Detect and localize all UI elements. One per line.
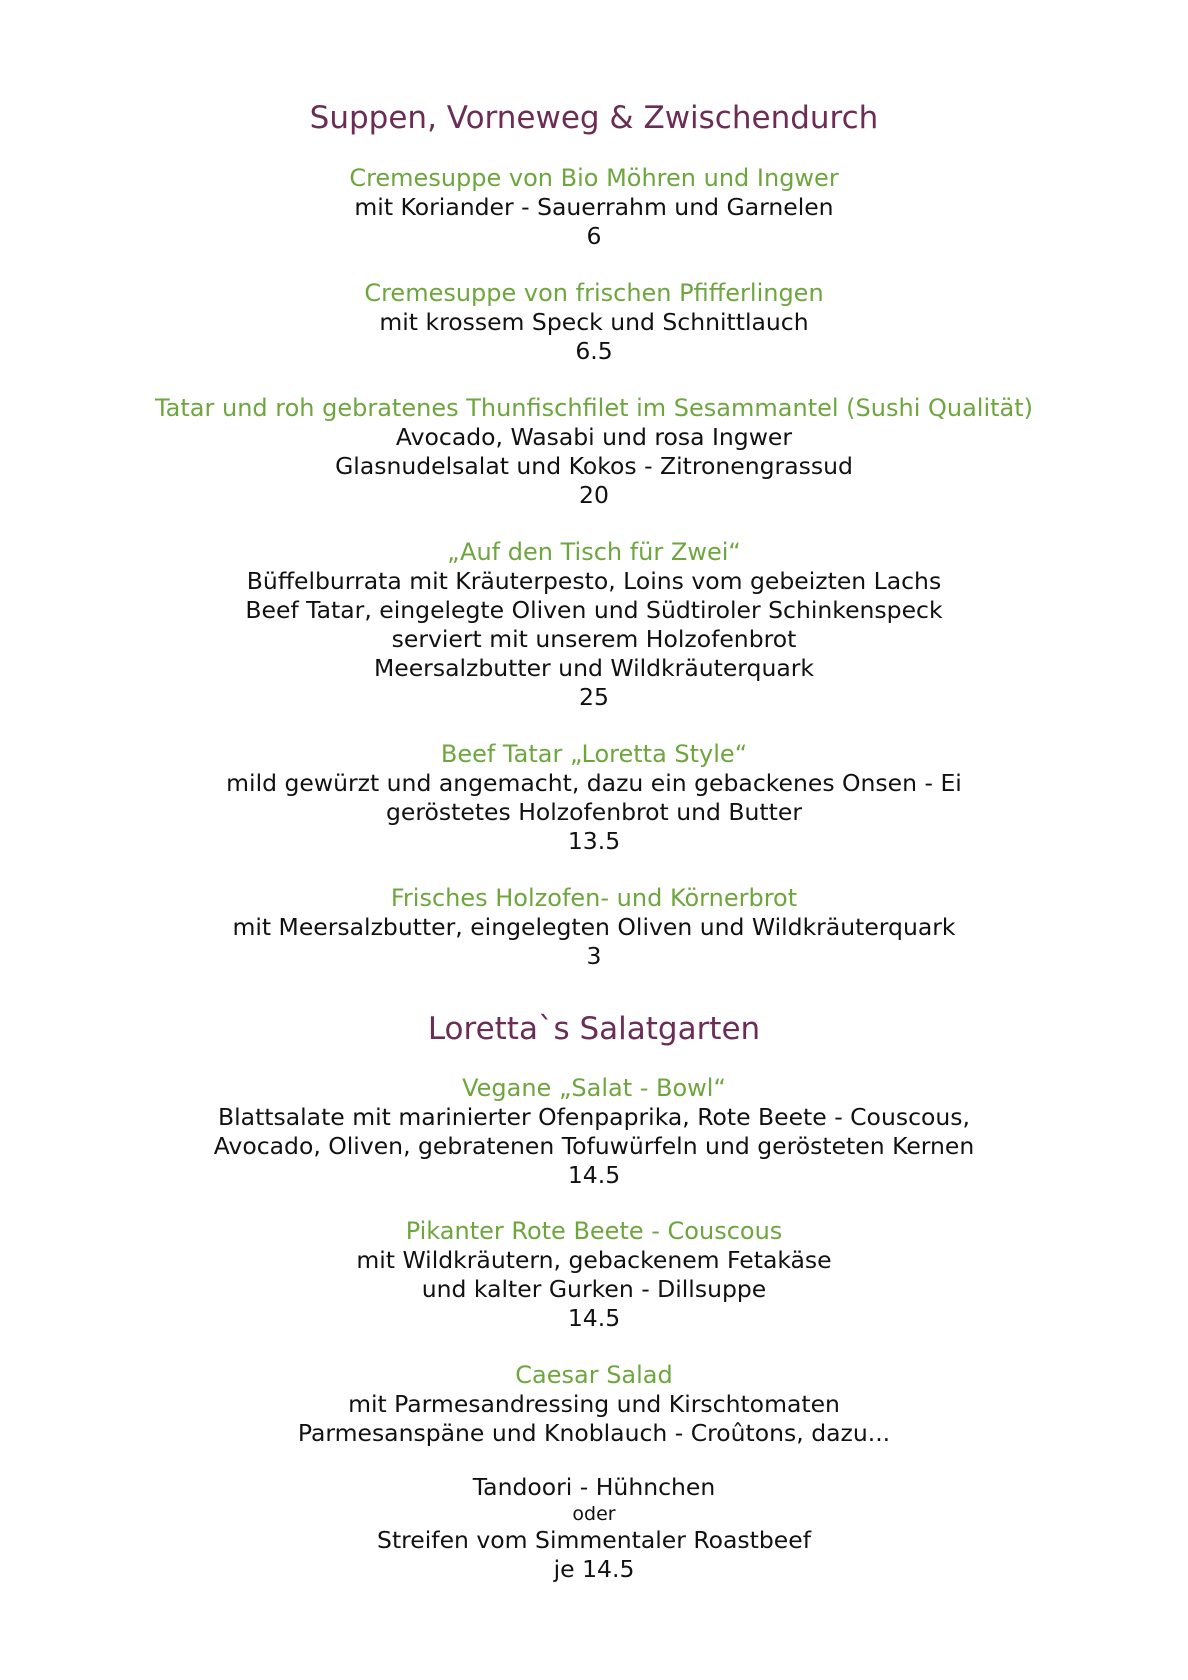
item-price: 20 [579,481,609,509]
menu-item-caesar-salad [0,1361,1188,1448]
item-title: Frisches Holzofen- und Körnerbrot [390,884,798,912]
item-description: mit Wildkräutern, gebackenem Fetakäse [356,1246,832,1274]
item-title: „Auf den Tisch für Zwei“ [447,538,741,566]
menu-item-pfifferling-suppe [0,279,1188,366]
item-title: Caesar Salad [515,1361,673,1389]
caesar-salad-addons [0,1473,1188,1584]
item-title: Cremesuppe von frischen Pfifferlingen [364,279,824,307]
menu-item-salat-bowl [0,1074,1188,1190]
addon-option-chicken: Tandoori - Hühnchen [472,1473,716,1501]
item-description: Glasnudelsalat und Kokos - Zitronengrassud [335,452,853,480]
item-price: 6.5 [575,337,613,365]
item-price: 25 [579,683,609,711]
item-price: 3 [586,942,602,970]
menu-item-beef-tatar [0,740,1188,856]
addon-or-label: oder [572,1503,616,1525]
item-description: serviert mit unserem Holzofenbrot [391,625,797,653]
item-description: mit Parmesandressing und Kirschtomaten [348,1390,840,1418]
menu-item-moehren-suppe [0,164,1188,251]
item-description: Avocado, Wasabi und rosa Ingwer [395,423,793,451]
item-description: und kalter Gurken - Dillsuppe [421,1275,767,1303]
menu-item-rote-beete-couscous [0,1217,1188,1333]
addon-price: je 14.5 [553,1555,635,1583]
item-price: 14.5 [567,1161,621,1189]
item-title: Pikanter Rote Beete - Couscous [405,1217,783,1245]
item-description: mit Koriander - Sauerrahm und Garnelen [354,193,834,221]
item-description: Avocado, Oliven, gebratenen Tofuwürfeln und gerösteten Kernen [213,1132,975,1160]
section-title-salatgarten: Loretta`s Salatgarten [427,1011,761,1047]
menu-item-thunfisch-tatar [0,394,1188,510]
item-price: 13.5 [567,827,621,855]
item-title: Vegane „Salat - Bowl“ [462,1074,726,1102]
item-title: Cremesuppe von Bio Möhren und Ingwer [349,164,839,192]
item-price: 14.5 [567,1304,621,1332]
item-description: Beef Tatar, eingelegte Oliven und Südtiroler Schinkenspeck [245,596,943,624]
item-description: Blattsalate mit marinierter Ofenpaprika, Rote Beete - Couscous, [218,1103,970,1131]
item-description: Parmesanspäne und Knoblauch - Croûtons, dazu... [297,1419,891,1447]
item-title: Tatar und roh gebratenes Thunfischfilet im Sesammantel (Sushi Qualität) [154,394,1034,422]
menu-item-tisch-fuer-zwei [0,538,1188,712]
item-title: Beef Tatar „Loretta Style“ [440,740,748,768]
item-description: mit Meersalzbutter, eingelegten Oliven und Wildkräuterquark [232,913,956,941]
item-description: geröstetes Holzofenbrot und Butter [386,798,802,826]
item-description: mit krossem Speck und Schnittlauch [379,308,809,336]
addon-option-roastbeef: Streifen vom Simmentaler Roastbeef [377,1526,811,1554]
item-description: mild gewürzt und angemacht, dazu ein gebackenes Onsen - Ei [226,769,962,797]
menu-item-holzofenbrot [0,884,1188,971]
item-description: Meersalzbutter und Wildkräuterquark [373,654,815,682]
item-price: 6 [586,222,602,250]
item-description: Büffelburrata mit Kräuterpesto, Loins vom gebeizten Lachs [246,567,942,595]
section-title-suppen: Suppen, Vorneweg & Zwischendurch [309,100,879,136]
